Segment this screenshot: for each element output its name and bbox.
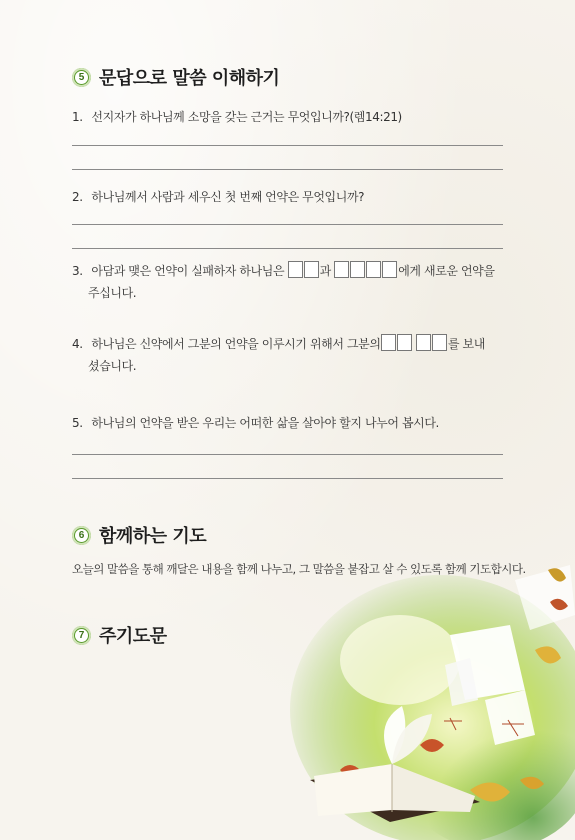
answer-line[interactable] xyxy=(72,145,503,146)
section-number-badge: 6 xyxy=(72,526,91,545)
section-title: 함께하는 기도 xyxy=(99,526,207,547)
answer-line[interactable] xyxy=(72,224,503,225)
blank-boxes-2[interactable] xyxy=(416,337,448,351)
answer-line[interactable] xyxy=(72,169,503,170)
answer-line[interactable] xyxy=(72,454,503,455)
prayer-instruction: 오늘의 말씀을 통해 깨달은 내용을 함께 나누고, 그 말씀을 붙잡고 살 수 있도록 함께 기도합시다. xyxy=(72,562,526,576)
blank-boxes-4[interactable] xyxy=(334,264,398,278)
section-number-badge: 5 xyxy=(72,68,91,87)
blank-boxes-2[interactable] xyxy=(381,337,413,351)
section-title: 주기도문 xyxy=(99,626,167,647)
section-5-heading xyxy=(72,64,279,90)
section-7-heading xyxy=(72,622,167,648)
section-title: 문답으로 말씀 이해하기 xyxy=(99,68,280,89)
question-5: 5. 하나님의 언약을 받은 우리는 어떠한 삶을 살아야 할지 나누어 봅시다. xyxy=(72,416,439,430)
section-number-badge: 7 xyxy=(72,626,91,645)
question-text: 하나님께서 사람과 세우신 첫 번째 언약은 무엇입니까? xyxy=(91,190,365,204)
section-6-heading xyxy=(72,522,206,548)
question-1: 1. 선지자가 하나님께 소망을 갖는 근거는 무엇입니까?(렘14:21) xyxy=(72,110,402,124)
question-3: 3. 아담과 맺은 언약이 실패하자 하나님은 과 에게 새로운 언약을 주십니다. xyxy=(72,260,502,304)
decorative-book-illustration xyxy=(280,540,575,840)
answer-line[interactable] xyxy=(72,478,503,479)
question-text: 선지자가 하나님께 소망을 갖는 근거는 무엇입니까?(렘14:21) xyxy=(91,110,402,124)
question-2: 2. 하나님께서 사람과 세우신 첫 번째 언약은 무엇입니까? xyxy=(72,190,365,204)
answer-line[interactable] xyxy=(72,248,503,249)
blank-boxes-2[interactable] xyxy=(288,264,320,278)
question-text: 하나님의 언약을 받은 우리는 어떠한 삶을 살아야 할지 나누어 봅시다. xyxy=(91,416,439,430)
question-4: 4. 하나님은 신약에서 그분의 언약을 이루시기 위해서 그분의 를 보내 셨습니다. xyxy=(72,333,502,377)
